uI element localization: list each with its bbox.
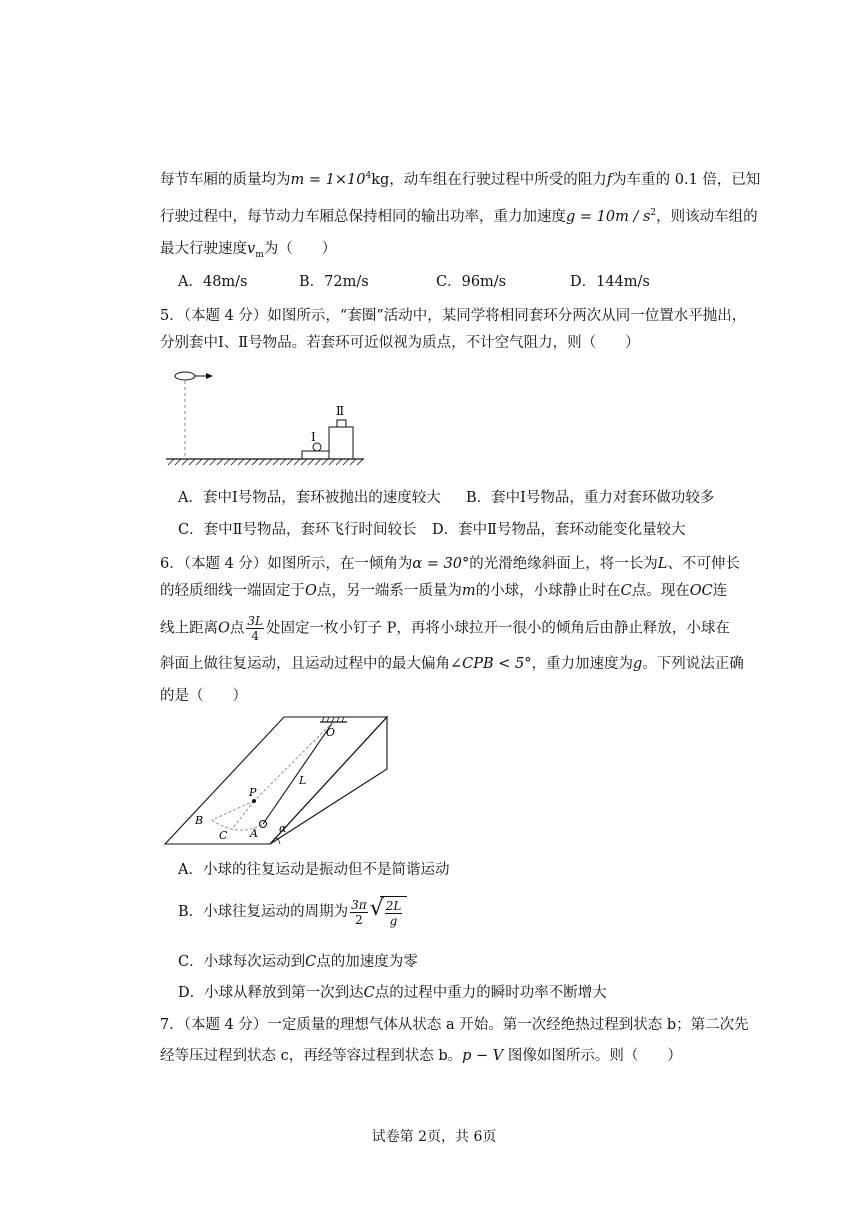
tall-platform xyxy=(329,427,353,459)
q6-text: 处固定一枚小钉子 P，再将小球拉开一很小的倾角后由静止释放，小球在 xyxy=(266,620,730,637)
q6-text: 连 xyxy=(712,583,728,599)
q4-line-3 xyxy=(160,239,336,265)
L-symbol: L xyxy=(657,556,668,572)
m-symbol: m xyxy=(461,583,476,599)
q6-text: ，重力加速度为 xyxy=(531,656,633,672)
q4-option-c[interactable]: C．96m/s xyxy=(436,274,507,290)
q6-stem-line-4 xyxy=(160,654,744,674)
q6-text: 的小球，小球静止时在 xyxy=(475,583,621,599)
fraction-denominator: 2 xyxy=(355,912,363,927)
O-symbol: O xyxy=(305,583,317,599)
q7-stem-line-1: 7．（本题 4 分）一定质量的理想气体从状态 a 开始。第一次经绝热过程到状态 b；第二次先 xyxy=(160,1017,749,1033)
q4-text: 为车重的 0.1 倍，已知 xyxy=(612,171,761,188)
item-1-label: Ⅰ xyxy=(311,430,316,444)
q6-text: 的轻质细线一端固定于 xyxy=(160,583,305,599)
label-A: A xyxy=(250,827,258,840)
q4-text: ，则该动车组的 xyxy=(656,208,758,225)
ring-toss-figure xyxy=(160,366,370,470)
f-symbol: f xyxy=(606,171,613,188)
q6-text: 斜面上做往复运动，且运动过程中的最大偏角 xyxy=(160,656,450,672)
q6-text: 、不可伸长 xyxy=(667,556,740,572)
fraction-numerator: 3L xyxy=(247,614,263,628)
q4-text: 最大行驶速度 xyxy=(160,241,247,257)
mass-expression: m = 1×10 xyxy=(290,171,366,188)
item-2-label: Ⅱ xyxy=(336,404,345,418)
q6-text: 6．（本题 4 分）如图所示，在一倾角为 xyxy=(160,556,413,572)
g-expression: g = 10m / s xyxy=(566,208,651,225)
q5-option-a[interactable]: A．套中Ⅰ号物品，套环被抛出的速度较大 xyxy=(178,490,441,506)
g-symbol: g xyxy=(633,656,643,672)
label-alpha: α xyxy=(279,822,287,835)
q5-option-d[interactable]: D．套中Ⅱ号物品，套环动能变化量较大 xyxy=(432,522,686,538)
option-d-text: 点的过程中重力的瞬时功率不断增大 xyxy=(374,985,607,1001)
ceiling-hatching xyxy=(322,717,344,722)
angle-expression: ∠CPB < 5° xyxy=(450,656,532,672)
q4-text: 为（ ） xyxy=(263,241,337,257)
option-c-text: 点的加速度为零 xyxy=(316,954,418,970)
three-pi-over-two-fraction xyxy=(350,898,368,927)
q5-option-b[interactable]: B．套中Ⅰ号物品，重力对套环做功较多 xyxy=(466,490,715,506)
q6-text: 点。现在 xyxy=(631,583,690,599)
q6-option-c[interactable] xyxy=(178,952,418,972)
q4-option-a[interactable]: A．48m/s xyxy=(178,274,248,290)
q4-option-b[interactable]: B．72m/s xyxy=(299,274,369,290)
C-symbol: C xyxy=(620,583,632,599)
q4-text: 行驶过程中，每节动力车厢总保持相同的输出功率，重力加速度 xyxy=(160,208,566,225)
dashed-P-to-B xyxy=(212,801,254,820)
mass-exponent: 4 xyxy=(365,171,372,181)
q6-stem-line-3 xyxy=(160,614,730,643)
string-O-to-A xyxy=(263,722,336,824)
q6-option-b[interactable] xyxy=(178,896,407,928)
O-symbol: O xyxy=(218,620,230,637)
q6-option-d[interactable] xyxy=(178,983,607,1003)
radical-sign-icon: √ xyxy=(369,896,384,921)
label-P: P xyxy=(249,786,257,799)
q7-text: 图像如图所示。则（ ） xyxy=(503,1048,682,1064)
vm-symbol: v xyxy=(247,241,256,257)
item-1-object xyxy=(313,443,321,451)
dashed-P-to-C xyxy=(232,801,254,829)
label-L: L xyxy=(299,774,307,787)
q5-stem-line-1: 5．（本题 4 分）如图所示，“套圈”活动中，某同学将相同套环分两次从同一位置水平抛出， xyxy=(160,308,747,324)
g-exponent: 2 xyxy=(650,208,657,218)
alpha-expression: α = 30° xyxy=(412,556,470,572)
label-O: O xyxy=(326,726,336,739)
ground-hatching xyxy=(168,459,363,465)
q4-line-1 xyxy=(160,166,760,190)
q6-stem-line-5: 的是（ ） xyxy=(160,688,247,704)
q6-text: 点，另一端系一质量为 xyxy=(316,583,462,599)
ring-ellipse xyxy=(175,372,195,380)
three-quarter-L-fraction xyxy=(246,614,264,643)
C-symbol: C xyxy=(305,954,317,970)
q5-option-c[interactable]: C．套中Ⅱ号物品，套环飞行时间较长 xyxy=(178,522,417,538)
nail-P xyxy=(252,799,256,803)
q5-stem-line-2: 分别套中Ⅰ、Ⅱ号物品。若套环可近似视为质点，不计空气阻力，则（ ） xyxy=(160,335,640,351)
label-B: B xyxy=(195,814,204,827)
fraction-numerator: 3π xyxy=(351,897,367,912)
incline-pendulum-figure xyxy=(160,714,392,848)
q7-text: 经等压过程到状态 c，再经等容过程到状态 b。 xyxy=(160,1048,463,1064)
fraction-denominator: g xyxy=(389,913,398,928)
sqrt-fraction xyxy=(385,899,403,928)
low-platform xyxy=(302,451,329,459)
q4-text: ，动车组在行驶过程中所受的阻力 xyxy=(389,171,607,188)
fraction-denominator: 4 xyxy=(251,629,260,643)
q4-text: 每节车厢的质量均为 xyxy=(160,171,291,188)
q6-text: 线上距离 xyxy=(160,620,218,637)
OC-symbol: OC xyxy=(689,583,713,599)
option-b-text: B．小球往复运动的周期为 xyxy=(178,904,349,920)
vm-subscript: m xyxy=(255,249,264,260)
option-d-text: D．小球从释放到第一次到达 xyxy=(178,985,364,1001)
label-C: C xyxy=(219,829,228,842)
q7-stem-line-2 xyxy=(160,1046,682,1066)
option-c-text: C．小球每次运动到 xyxy=(178,954,306,970)
C-symbol: C xyxy=(363,985,375,1001)
q6-stem-line-2 xyxy=(160,581,727,601)
q6-stem-line-1 xyxy=(160,554,740,574)
arrow-head-icon xyxy=(206,373,213,379)
page-footer: 试卷第 2页，共 6页 xyxy=(371,1129,497,1145)
fraction-numerator: 2L xyxy=(385,898,402,913)
sqrt-2L-over-g xyxy=(370,896,408,928)
q6-option-a[interactable]: A．小球的往复运动是振动但不是简谐运动 xyxy=(178,862,450,878)
mass-unit: kg xyxy=(371,171,390,188)
q4-line-2 xyxy=(160,203,758,227)
item-2-object xyxy=(337,420,346,427)
q6-text: 的光滑绝缘斜面上，将一长为 xyxy=(469,556,658,572)
q6-text: 。下列说法正确 xyxy=(642,656,744,672)
pv-expression: p − V xyxy=(462,1048,504,1064)
q6-text: 点 xyxy=(229,620,245,637)
q4-option-d[interactable]: D．144m/s xyxy=(570,274,650,290)
